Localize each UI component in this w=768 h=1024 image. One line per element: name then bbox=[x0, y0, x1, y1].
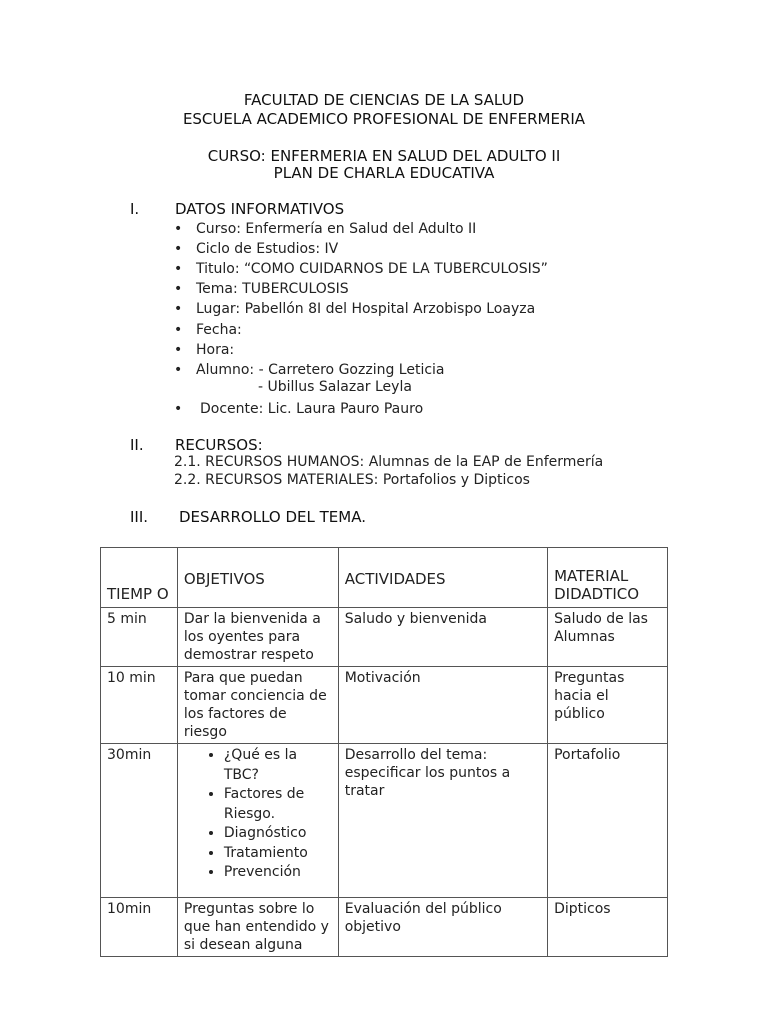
table-header-row bbox=[101, 548, 668, 608]
list-item: • Prevención bbox=[224, 863, 332, 883]
header-tiempo: TIEMP O bbox=[101, 548, 178, 608]
cell-actividades: Motivación bbox=[338, 667, 547, 744]
bullet-icon: • bbox=[174, 221, 183, 237]
cell-actividades: Desarrollo del tema: especificar los puntos a tratar bbox=[338, 744, 547, 898]
charla-table bbox=[100, 547, 668, 957]
section-number: III. bbox=[130, 508, 149, 526]
list-item: • Tratamiento bbox=[224, 844, 332, 864]
plan-title: PLAN DE CHARLA EDUCATIVA bbox=[273, 164, 495, 182]
cell-objetivos: Dar la bienvenida a los oyentes para demostrar respeto bbox=[177, 608, 338, 667]
section-number: II. bbox=[130, 436, 144, 454]
cell-objetivos: Preguntas sobre lo que han entendido y si desean alguna bbox=[177, 898, 338, 957]
recursos-humanos: 2.1. RECURSOS HUMANOS: Alumnas de la EAP de Enfermería bbox=[174, 454, 604, 470]
objetivos-list bbox=[178, 746, 332, 883]
list-item: • Factores de Riesgo. bbox=[224, 785, 332, 824]
list-item: • ¿Qué es la TBC? bbox=[224, 746, 332, 785]
table-row bbox=[101, 898, 668, 957]
bullet-icon: • bbox=[174, 401, 183, 417]
table-row bbox=[101, 667, 668, 744]
cell-material: Portafolio bbox=[548, 744, 668, 898]
cell-tiempo: 30min bbox=[101, 744, 178, 898]
cell-tiempo: 5 min bbox=[101, 608, 178, 667]
table-row bbox=[101, 744, 668, 898]
bullet-icon: • bbox=[174, 281, 183, 297]
section-title: DESARROLLO DEL TEMA. bbox=[179, 508, 367, 526]
course-title: CURSO: ENFERMERIA EN SALUD DEL ADULTO II bbox=[207, 147, 561, 165]
section-title: RECURSOS: bbox=[175, 436, 263, 454]
cell-objetivos: Para que puedan tomar conciencia de los factores de riesgo bbox=[177, 667, 338, 744]
cell-material: Preguntas hacia el público bbox=[548, 667, 668, 744]
cell-material: Dipticos bbox=[548, 898, 668, 957]
cell-tiempo: 10min bbox=[101, 898, 178, 957]
header-objetivos: OBJETIVOS bbox=[177, 548, 338, 608]
cell-material: Saludo de las Alumnas bbox=[548, 608, 668, 667]
bullet-icon: • bbox=[174, 342, 183, 358]
section-number: I. bbox=[130, 200, 140, 218]
bullet-icon: • bbox=[174, 241, 183, 257]
recursos-materiales: 2.2. RECURSOS MATERIALES: Portafolios y Dipticos bbox=[174, 472, 530, 488]
header-actividades: ACTIVIDADES bbox=[338, 548, 547, 608]
bullet-icon: • bbox=[174, 261, 183, 277]
cell-actividades: Evaluación del público objetivo bbox=[338, 898, 547, 957]
bullet-icon: • bbox=[174, 362, 183, 378]
list-item: • Diagnóstico bbox=[224, 824, 332, 844]
header-material: MATERIAL DIDADTICO bbox=[548, 548, 668, 608]
cell-actividades: Saludo y bienvenida bbox=[338, 608, 547, 667]
faculty-title: FACULTAD DE CIENCIAS DE LA SALUD bbox=[243, 91, 525, 109]
bullet-icon: • bbox=[174, 301, 183, 317]
bullet-icon: • bbox=[174, 322, 183, 338]
section-title: DATOS INFORMATIVOS bbox=[175, 200, 345, 218]
school-title: ESCUELA ACADEMICO PROFESIONAL DE ENFERMERIA bbox=[182, 110, 586, 128]
cell-tiempo: 10 min bbox=[101, 667, 178, 744]
cell-objetivos bbox=[177, 744, 338, 898]
table-row bbox=[101, 608, 668, 667]
alumno-second-name: - Ubillus Salazar Leyla bbox=[258, 379, 412, 395]
